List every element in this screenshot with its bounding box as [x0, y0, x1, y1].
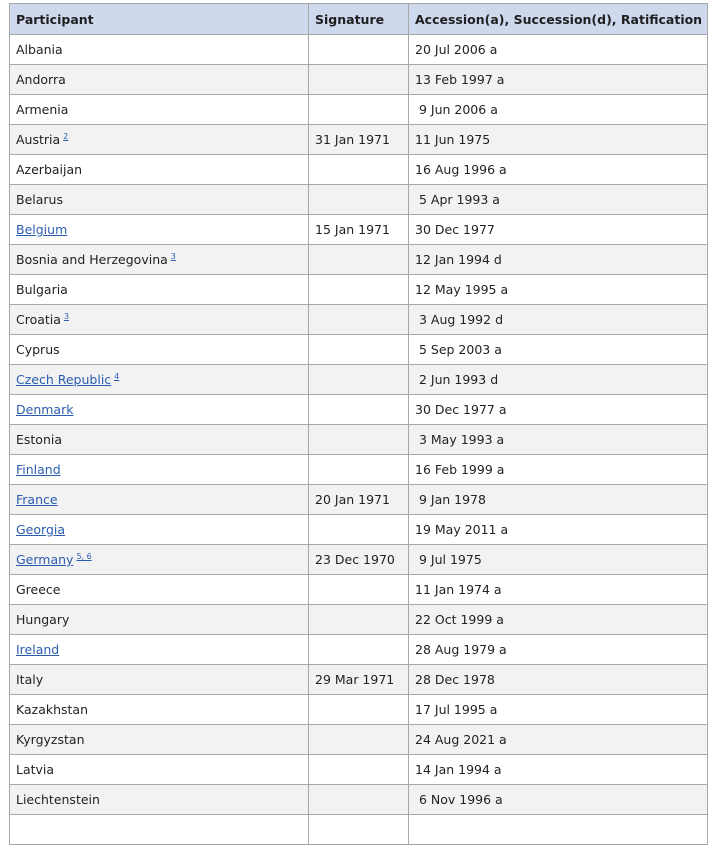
participant-cell	[10, 185, 309, 215]
participant-cell	[10, 695, 309, 725]
participant-cell	[10, 665, 309, 695]
table-row	[10, 575, 708, 605]
participant-name: Belarus	[16, 192, 63, 207]
ratification-cell: 12 Jan 1994 d	[409, 245, 708, 275]
signature-cell	[309, 605, 409, 635]
participant-cell	[10, 515, 309, 545]
signature-cell	[309, 185, 409, 215]
ratification-cell: 17 Jul 1995 a	[409, 695, 708, 725]
ratification-cell	[409, 815, 708, 845]
table-row	[10, 815, 708, 845]
table-row	[10, 185, 708, 215]
participant-cell	[10, 335, 309, 365]
table-row	[10, 245, 708, 275]
signature-cell	[309, 395, 409, 425]
participant-name: Kyrgyzstan	[16, 732, 85, 747]
table-row	[10, 455, 708, 485]
signature-cell	[309, 35, 409, 65]
signature-cell	[309, 575, 409, 605]
ratification-cell: 2 Jun 1993 d	[409, 365, 708, 395]
ratification-cell: 30 Dec 1977 a	[409, 395, 708, 425]
signature-cell	[309, 155, 409, 185]
participant-cell	[10, 545, 309, 575]
ratification-cell: 9 Jan 1978	[409, 485, 708, 515]
ratification-cell: 16 Feb 1999 a	[409, 455, 708, 485]
ratification-cell: 28 Aug 1979 a	[409, 635, 708, 665]
ratification-cell: 5 Sep 2003 a	[409, 335, 708, 365]
table-row	[10, 275, 708, 305]
participant-cell	[10, 755, 309, 785]
signature-cell	[309, 275, 409, 305]
header-participant[interactable]: Participant	[10, 4, 309, 35]
table-row	[10, 215, 708, 245]
participant-name: Estonia	[16, 432, 63, 447]
table-row	[10, 305, 708, 335]
ratification-cell: 9 Jul 1975	[409, 545, 708, 575]
table-header-row	[10, 4, 708, 35]
ratification-cell: 19 May 2011 a	[409, 515, 708, 545]
header-ratification[interactable]: Accession(a), Succession(d), Ratification	[409, 4, 708, 35]
table-row	[10, 125, 708, 155]
participant-link[interactable]: Finland	[16, 462, 61, 477]
participant-cell	[10, 275, 309, 305]
ratification-cell: 5 Apr 1993 a	[409, 185, 708, 215]
ratification-cell: 11 Jan 1974 a	[409, 575, 708, 605]
participant-name: Greece	[16, 582, 61, 597]
signature-cell	[309, 425, 409, 455]
participant-cell	[10, 245, 309, 275]
participant-link[interactable]: Belgium	[16, 222, 68, 237]
participant-name: Armenia	[16, 102, 69, 117]
participant-cell	[10, 155, 309, 185]
signature-cell	[309, 365, 409, 395]
table-row	[10, 95, 708, 125]
signature-cell	[309, 815, 409, 845]
participant-cell	[10, 815, 309, 845]
table-row	[10, 695, 708, 725]
ratification-cell: 30 Dec 1977	[409, 215, 708, 245]
table-row	[10, 425, 708, 455]
table-row	[10, 395, 708, 425]
participant-name: Kazakhstan	[16, 702, 89, 717]
participant-link[interactable]: Georgia	[16, 522, 66, 537]
table-row	[10, 785, 708, 815]
table-row	[10, 485, 708, 515]
signature-cell	[309, 635, 409, 665]
participant-name: Albania	[16, 42, 63, 57]
participant-cell	[10, 785, 309, 815]
ratification-cell: 22 Oct 1999 a	[409, 605, 708, 635]
signature-cell	[309, 515, 409, 545]
signature-cell: 31 Jan 1971	[309, 125, 409, 155]
footnote-link[interactable]: 5, 6	[76, 551, 92, 561]
treaty-participants-table-container	[9, 3, 707, 845]
ratification-cell: 11 Jun 1975	[409, 125, 708, 155]
table-row	[10, 515, 708, 545]
participant-link[interactable]: Czech Republic	[16, 372, 112, 388]
ratification-cell: 24 Aug 2021 a	[409, 725, 708, 755]
participant-name: Liechtenstein	[16, 792, 100, 807]
participant-cell	[10, 725, 309, 755]
table-row	[10, 725, 708, 755]
header-signature[interactable]: Signature	[309, 4, 409, 35]
participant-cell	[10, 395, 309, 425]
participant-cell	[10, 455, 309, 485]
participant-name: Cyprus	[16, 342, 60, 357]
signature-cell	[309, 95, 409, 125]
signature-cell	[309, 305, 409, 335]
table-row	[10, 665, 708, 695]
table-row	[10, 365, 708, 395]
participant-name: Latvia	[16, 762, 55, 777]
participant-name: Andorra	[16, 72, 66, 87]
participant-cell	[10, 605, 309, 635]
participant-name: Bosnia and Herzegovina	[16, 252, 168, 268]
footnote-link[interactable]: 3	[170, 251, 176, 261]
ratification-cell: 14 Jan 1994 a	[409, 755, 708, 785]
signature-cell	[309, 755, 409, 785]
signature-cell: 29 Mar 1971	[309, 665, 409, 695]
table-row	[10, 635, 708, 665]
ratification-cell: 12 May 1995 a	[409, 275, 708, 305]
ratification-cell: 3 Aug 1992 d	[409, 305, 708, 335]
table-row	[10, 155, 708, 185]
participant-name: Azerbaijan	[16, 162, 83, 177]
participant-cell	[10, 635, 309, 665]
participant-link[interactable]: France	[16, 492, 58, 507]
participant-cell	[10, 425, 309, 455]
table-row	[10, 755, 708, 785]
participant-link[interactable]: Denmark	[16, 402, 74, 417]
participant-cell	[10, 125, 309, 155]
signature-cell	[309, 695, 409, 725]
ratification-cell: 20 Jul 2006 a	[409, 35, 708, 65]
signature-cell	[309, 455, 409, 485]
participant-link[interactable]: Ireland	[16, 642, 60, 657]
participant-link[interactable]: Germany	[16, 552, 74, 568]
table-row	[10, 605, 708, 635]
participant-cell	[10, 365, 309, 395]
signature-cell: 23 Dec 1970	[309, 545, 409, 575]
signature-cell: 20 Jan 1971	[309, 485, 409, 515]
participant-name: Austria	[16, 132, 61, 148]
participant-name: Italy	[16, 672, 44, 687]
ratification-cell: 9 Jun 2006 a	[409, 95, 708, 125]
ratification-cell: 16 Aug 1996 a	[409, 155, 708, 185]
signature-cell	[309, 725, 409, 755]
ratification-cell: 28 Dec 1978	[409, 665, 708, 695]
signature-cell: 15 Jan 1971	[309, 215, 409, 245]
signature-cell	[309, 65, 409, 95]
footnote-link[interactable]: 3	[63, 311, 70, 321]
participant-cell	[10, 95, 309, 125]
table-row	[10, 545, 708, 575]
participant-cell	[10, 35, 309, 65]
participant-cell	[10, 485, 309, 515]
table-row	[10, 335, 708, 365]
footnote-link[interactable]: 4	[114, 371, 120, 381]
ratification-cell: 13 Feb 1997 a	[409, 65, 708, 95]
participant-cell	[10, 305, 309, 335]
participant-cell	[10, 65, 309, 95]
signature-cell	[309, 335, 409, 365]
table-row	[10, 35, 708, 65]
signature-cell	[309, 245, 409, 275]
treaty-participants-table	[9, 3, 708, 845]
signature-cell	[309, 785, 409, 815]
participant-name: Hungary	[16, 612, 70, 627]
participant-cell	[10, 215, 309, 245]
table-row	[10, 65, 708, 95]
participant-name: Bulgaria	[16, 282, 68, 297]
footnote-link[interactable]: 2	[63, 131, 69, 141]
ratification-cell: 3 May 1993 a	[409, 425, 708, 455]
participant-cell	[10, 575, 309, 605]
participant-name: Croatia	[16, 312, 61, 328]
ratification-cell: 6 Nov 1996 a	[409, 785, 708, 815]
